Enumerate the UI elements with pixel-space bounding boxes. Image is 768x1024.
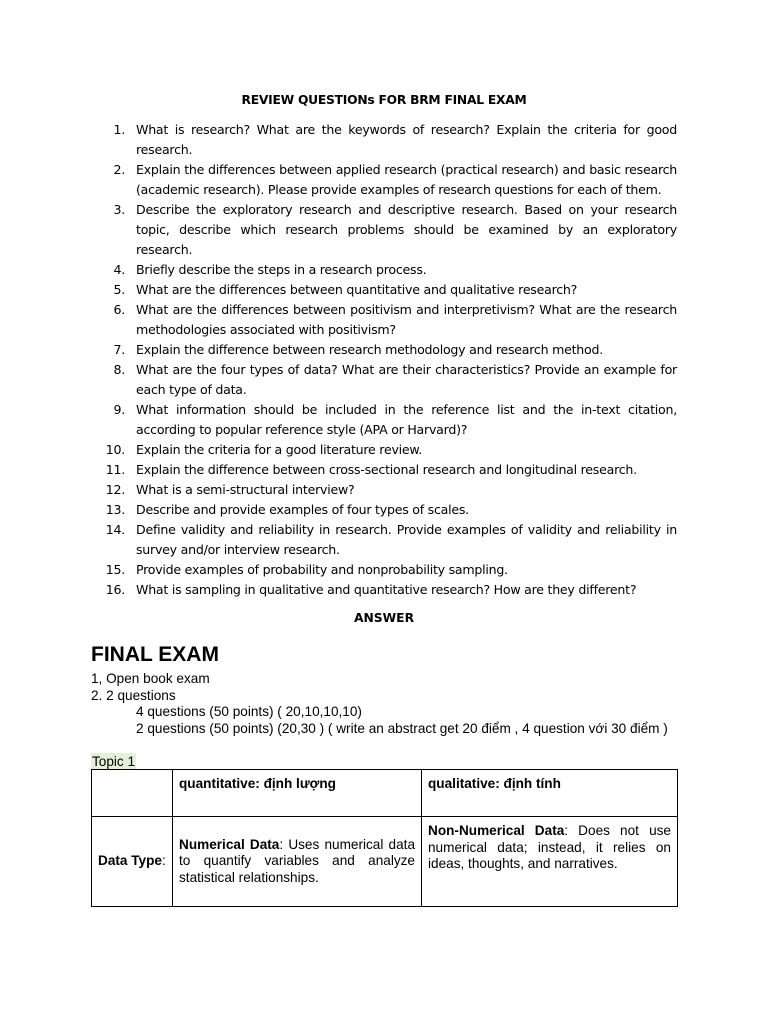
list-item <box>91 560 677 580</box>
list-item <box>91 580 677 600</box>
exam-info-sub-2: 2 questions (50 points) (20,30 ) ( write an abstract get 20 điểm , 4 question với 30 điểm ) <box>136 720 668 736</box>
question-text: What is sampling in qualitative and quantitative research? How are they different? <box>136 582 637 597</box>
table-header-quantitative <box>173 770 422 817</box>
exam-info-line-1: 1, Open book exam <box>91 671 210 686</box>
question-number: 13. <box>105 502 125 517</box>
question-number: 6. <box>113 302 125 317</box>
comparison-table <box>91 769 678 907</box>
list-item <box>91 460 677 480</box>
question-number: 3. <box>113 202 125 217</box>
list-item <box>91 480 677 500</box>
list-item <box>91 280 677 300</box>
question-number: 11. <box>105 462 125 477</box>
question-text: Provide examples of probability and nonprobability sampling. <box>136 562 508 577</box>
topic-label: Topic 1 <box>92 754 136 769</box>
quantitative-cell-text: : Uses numerical data to quantify variables and analyze statistical relationships. <box>179 836 415 885</box>
question-text: Define validity and reliability in research. Provide examples of validity and reliability in survey and/or interview research. <box>136 522 677 557</box>
question-text: What is a semi-structural interview? <box>136 482 355 497</box>
question-text: What information should be included in the reference list and the in-text citation, according to popular reference style (APA or Harvard)? <box>136 402 677 437</box>
list-item <box>91 520 677 560</box>
list-item <box>91 360 677 400</box>
question-number: 12. <box>105 482 125 497</box>
header-quantitative-text: quantitative: định lượng <box>179 776 336 791</box>
quantitative-cell-bold: Numerical Data <box>179 836 280 852</box>
question-text: What are the four types of data? What are their characteristics? Provide an example for each type of data. <box>136 362 677 397</box>
row-label-cell <box>92 817 173 907</box>
question-number: 10. <box>105 442 125 457</box>
question-text: Explain the difference between research methodology and research method. <box>136 342 603 357</box>
list-item <box>91 120 677 160</box>
list-item <box>91 440 677 460</box>
question-text: Describe and provide examples of four types of scales. <box>136 502 469 517</box>
list-item <box>91 400 677 440</box>
question-number: 1. <box>113 122 125 137</box>
question-list <box>91 120 677 600</box>
question-text: Explain the differences between applied research (practical research) and basic research (academic research). Please provide examples of research questions for each of them. <box>136 162 677 197</box>
question-number: 8. <box>113 362 125 377</box>
header-qualitative-text: qualitative: định tính <box>428 776 561 791</box>
document-title: REVIEW QUESTIONs FOR BRM FINAL EXAM <box>241 93 527 107</box>
list-item <box>91 340 677 360</box>
list-item <box>91 260 677 280</box>
list-item <box>91 500 677 520</box>
qualitative-cell-bold: Non-Numerical Data <box>428 823 565 838</box>
question-text: Explain the criteria for a good literature review. <box>136 442 423 457</box>
list-item <box>91 300 677 340</box>
question-text: What are the differences between quantitative and qualitative research? <box>136 282 578 297</box>
exam-info <box>91 671 677 737</box>
final-exam-title: FINAL EXAM <box>91 643 219 666</box>
question-text: What is research? What are the keywords of research? Explain the criteria for good research. <box>136 122 677 157</box>
row-label-suffix: : <box>161 853 166 869</box>
question-number: 9. <box>113 402 125 417</box>
question-number: 16. <box>105 582 125 597</box>
question-number: 14. <box>105 522 125 537</box>
question-text: What are the differences between positivism and interpretivism? What are the research methodologies associated with positivism? <box>136 302 677 337</box>
question-text: Describe the exploratory research and descriptive research. Based on your research topic, describe which research problems should be examined by an exploratory research. <box>136 202 677 257</box>
qualitative-cell-text: : Does not use numerical data; instead, it relies on ideas, thoughts, and narratives. <box>428 823 671 871</box>
exam-info-sub-1: 4 questions (50 points) ( 20,10,10,10) <box>136 704 362 719</box>
table-header-qualitative <box>422 770 678 817</box>
table-header-row <box>92 770 678 817</box>
question-number: 7. <box>113 342 125 357</box>
question-number: 5. <box>113 282 125 297</box>
answer-heading: ANSWER <box>353 611 415 625</box>
question-text: Briefly describe the steps in a research process. <box>136 262 427 277</box>
exam-info-line-2: 2. 2 questions <box>91 687 176 703</box>
list-item <box>91 200 677 260</box>
question-number: 15. <box>105 562 125 577</box>
table-header-empty-cell <box>92 770 173 817</box>
review-questions-section <box>91 93 677 600</box>
row-label-data-type: Data Type <box>98 853 162 869</box>
quantitative-cell <box>173 817 422 907</box>
table-row <box>92 817 678 907</box>
qualitative-cell <box>422 817 678 907</box>
question-text: Explain the difference between cross-sectional research and longitudinal research. <box>136 462 637 477</box>
question-number: 2. <box>113 162 125 177</box>
question-number: 4. <box>113 262 125 277</box>
list-item <box>91 160 677 200</box>
